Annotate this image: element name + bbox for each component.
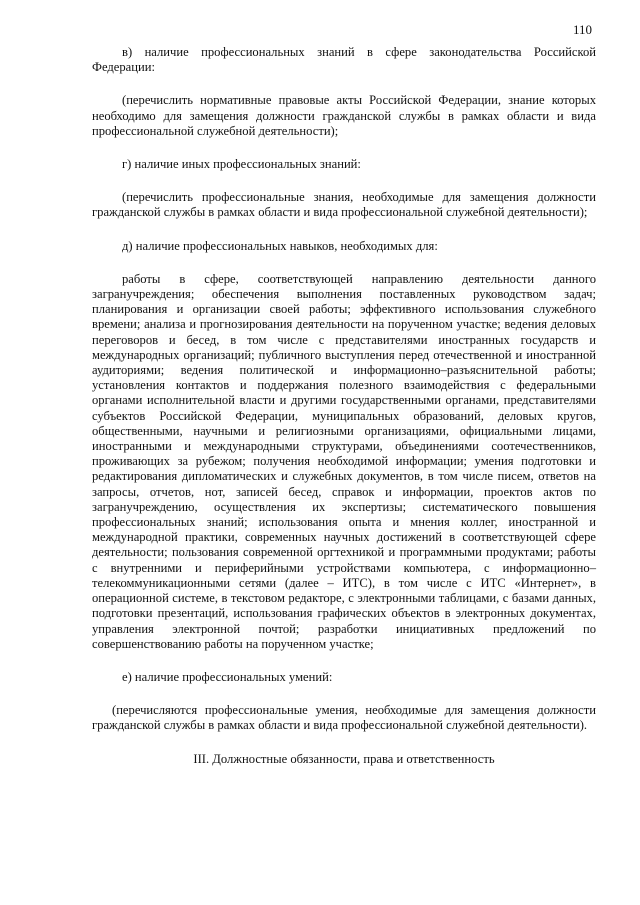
note-professional-abilities: (перечисляются профессиональные умения, необходимые для замещения должности гражданской службы в рамках области и вида профессиональной служебной деятельности). xyxy=(92,703,596,733)
item-d-professional-skills: д) наличие профессиональных навыков, необходимых для: xyxy=(122,238,438,253)
item-e-professional-abilities: е) наличие профессиональных умений: xyxy=(122,669,333,684)
note-professional-knowledge: (перечислить профессиональные знания, необходимые для замещения должности гражданской службы в рамках области и вида профессиональной служебной деятельности); xyxy=(92,190,596,220)
note-legal-acts: (перечислить нормативные правовые акты Российской Федерации, знание которых необходимо для замещения должности гражданской службы в рамках области и вида профессиональной служебной деятельности); xyxy=(92,93,596,138)
section-heading: III. Должностные обязанности, права и ответственность xyxy=(193,751,495,766)
item-g-other-knowledge: г) наличие иных профессиональных знаний: xyxy=(122,157,361,172)
skills-list: работы в сфере, соответствующей направлению деятельности данного загранучреждения; обеспечения выполнения поставленных руководством задач; планирования и организации своей работы; эффективного использования служебного времени; анализа и прогнозирования деятельности на порученном участке; ведения деловых переговоров и бесед, в том числе с представителями иностранных государств и международных организаций; публичного выступления перед отечественной и иностранной аудиториями; ведения политической и информационно–разъяснительной работы; установления контактов и поддержания полезного взаимодействия с федеральными органами исполнительной власти и другими государственными органами, представителями субъектов Российской Федерации, муниципальных образований, деловых кругов, общественными, научными и религиозными организациями, официальными лицами, иностранными и международными структурами, объединениями соотечественников, проживающих за рубежом; получения необходимой информации; умения подготовки и редактирования дипломатических и служебных документов, в том числе писем, ответов на запросы, отчетов, нот, записей бесед, справок и информации, проектов актов по загранучреждению, осуществления их экспертизы; систематического повышения профессиональных знаний; использования опыта и мнения коллег, иностранной и международной практики, современных научных достижений в соответствующей сфере деятельности; пользования современной оргтехникой и программными продуктами; работы с внутренними и периферийными устройствами компьютера, с информационно–телекоммуникационными сетями (далее – ИТС), в том числе с ИТС «Интернет», в операционной системе, в текстовом редакторе, с электронными таблицами, с базами данных, подготовки презентаций, использования графических объектов в электронных документах, управления электронной почтой; разработки инициативных предложений по совершенствованию работы на порученном участке; xyxy=(92,271,596,651)
item-v-legislation-knowledge: в) наличие профессиональных знаний в сфере законодательства Российской Федерации: xyxy=(92,45,596,75)
document-body xyxy=(92,45,596,767)
page-number: 110 xyxy=(572,22,592,37)
